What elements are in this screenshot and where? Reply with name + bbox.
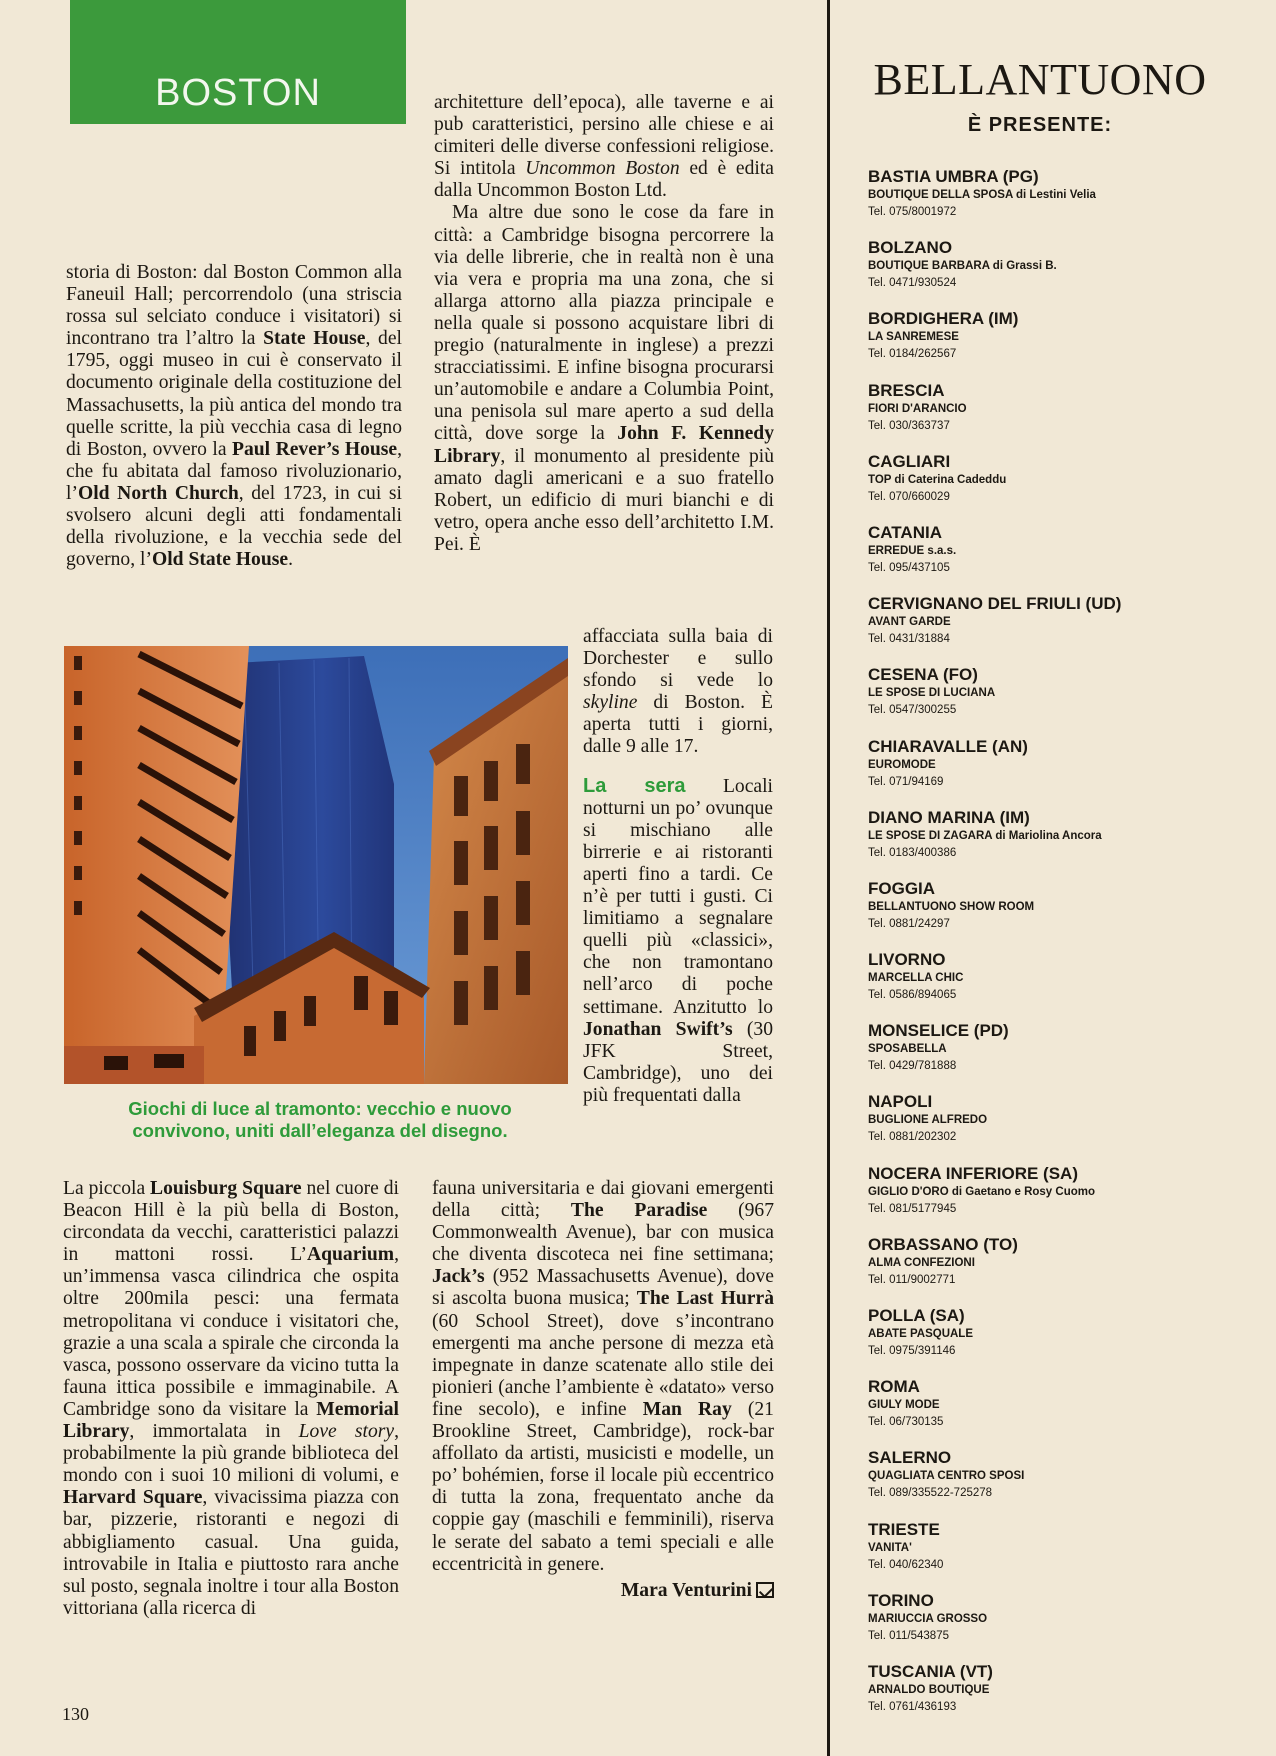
dealer-phone: Tel. 0184/262567: [868, 348, 957, 361]
dealer-city: TRIESTE: [868, 1519, 940, 1539]
dealer-phone: Tel. 075/8001972: [868, 206, 957, 218]
dealer-shop: LA SANREMESE: [868, 331, 959, 344]
author-byline: Mara Venturini: [432, 1580, 774, 1602]
dealer-city: ROMA: [868, 1377, 920, 1397]
dealer-item: [868, 1519, 1258, 1590]
article-column-2-wrap: [583, 626, 773, 1107]
dealer-phone: Tel. 06/730135: [868, 1416, 944, 1429]
dealer-item: [868, 380, 1258, 451]
dealer-phone: Tel. 0975/391146: [868, 1345, 956, 1357]
dealer-shop: EUROMODE: [868, 758, 936, 771]
page-number: 130: [62, 1704, 89, 1724]
dealer-item: [868, 1234, 1258, 1305]
paragraph: affacciata sulla baia di Dorchester e sullo sfondo si vede lo skyline di Boston. È aperta tutti i giorni, dalle 9 alle 17.: [583, 626, 773, 758]
dealer-item: [868, 949, 1258, 1020]
dealer-city: SALERNO: [868, 1448, 952, 1468]
dealer-city: BORDIGHERA (IM): [868, 309, 1019, 329]
dealer-item: [868, 593, 1258, 664]
dealer-item: [868, 1590, 1258, 1661]
dealer-city: BOLZANO: [868, 238, 953, 258]
dealer-city: CHIARAVALLE (AN): [868, 736, 1028, 756]
dealer-city: BRESCIA: [868, 380, 945, 400]
dealer-shop: BOUTIQUE DELLA SPOSA di Lestini Velia: [868, 189, 1096, 201]
dealer-city: FOGGIA: [868, 878, 936, 898]
dealer-shop: VANITA': [868, 1541, 912, 1554]
brand-logo: BELLANTUONO: [873, 55, 1207, 104]
dealer-shop: MARIUCCIA GROSSO: [868, 1612, 988, 1625]
dealer-phone: Tel. 040/62340: [868, 1558, 944, 1571]
dealer-phone: Tel. 071/94169: [868, 775, 944, 788]
dealer-item: [868, 237, 1258, 308]
dealer-shop: MARCELLA CHIC: [868, 972, 964, 985]
dealer-phone: Tel. 0431/31884: [868, 633, 950, 646]
dealer-phone: Tel. 011/543875: [868, 1629, 949, 1642]
paragraph: Ma altre due sono le cose da fare in città: a Cambridge bisogna percorrere la via delle librerie, che in realtà non è una via vera e propria ma una zona, che si allarga attorno alla piazza principale e nella quale si possono acquistare libri di pregio (naturalmente in inglese) a prezzi stracciatissimi. E infine bisogna procurarsi un’automobile e andare a Columbia Point, una penisola sul mare aperto a sud della città, dove sorge la John F. Kennedy Library, il monumento al presidente più amato dagli americani e a suo fratello Robert, un edificio di muri bianchi e di vetro, opera anche esso dell’architetto I.M. Pei. È: [434, 202, 775, 555]
dealer-phone: Tel. 0183/400386: [868, 846, 957, 859]
dealer-item: [868, 878, 1258, 949]
dealer-city: BASTIA UMBRA (PG): [868, 167, 1039, 186]
dealer-shop: LE SPOSE DI ZAGARA di Mariolina Ancora: [868, 829, 1102, 842]
dealer-item: [868, 1305, 1258, 1376]
brand-subtitle: È PRESENTE:: [967, 114, 1113, 136]
dealer-shop: LE SPOSE DI LUCIANA: [868, 687, 996, 700]
dealer-city: CERVIGNANO DEL FRIULI (UD): [868, 594, 1122, 614]
dealer-phone: Tel. 070/660029: [868, 490, 950, 503]
dealer-city: NAPOLI: [868, 1092, 933, 1112]
paragraph: storia di Boston: dal Boston Common alla Faneuil Hall; percorrendolo (una striscia rossa sul selciato conduce i visitatori) si incontrano tra l’altro la State House, del 1795, oggi museo in cui è conservato il documento originale della costituzione del Massachusetts, la più antica del mondo tra quelle scritte, la più vecchia casa di legno di Boston, ovvero la Paul Rever’s House, che fu abitata dal famoso rivoluzionario, l’Old North Church, del 1723, in cui si svolsero alcuni degli atti fondamentali della rivoluzione, e la vecchia sede del governo, l’Old State House.: [66, 262, 402, 571]
section-header-band: [70, 0, 406, 124]
paragraph: fauna universitaria e dai giovani emergenti della città; The Paradise (967 Commonwealth Avenue), bar con musica che diventa discoteca nei fine settimana; Jack’s (952 Massachusetts Avenue), dove si ascolta buona musica; The Last Hurrà (60 School Street), dove s’incontrano emergenti ma anche persone di mezza età impegnate in danze scatenate allo stile dei pionieri (anche l’ambiente è «datato» verso fine secolo), e infine Man Ray (21 Brookline Street, Cambridge), rock-bar affollato da artisti, musicisti e modelle, un po’ bohémien, forse il locale più eccentrico di tutta la zona, frequentato anche da coppie gay (maschili e femminili), riserva le serate del sabato a temi speciali e alle eccentricità in genere.: [432, 1178, 775, 1575]
dealer-item: [868, 1661, 1258, 1732]
column-divider: [827, 0, 830, 1756]
dealer-city: ORBASSANO (TO): [868, 1234, 1018, 1254]
dealer-phone: Tel. 011/9002771: [868, 1273, 956, 1286]
dealer-item: [868, 308, 1258, 379]
dealer-item: [868, 1163, 1258, 1234]
article-column-4: [432, 1178, 774, 1602]
dealer-city: CATANIA: [868, 522, 942, 542]
dealer-phone: Tel. 0471/930524: [868, 277, 957, 290]
article-column-1: [66, 262, 402, 571]
dealer-shop: GIULY MODE: [868, 1399, 940, 1412]
dealer-shop: ERREDUE s.a.s.: [868, 544, 957, 557]
dealer-phone: Tel. 0586/894065: [868, 989, 957, 1002]
dealer-phone: Tel. 0547/300255: [868, 704, 957, 717]
dealer-shop: ALMA CONFEZIONI: [868, 1256, 975, 1269]
dealer-shop: TOP di Caterina Cadeddu: [868, 473, 1007, 486]
dealer-phone: Tel. 089/335522-725278: [868, 1487, 993, 1500]
dealer-city: TUSCANIA (VT): [868, 1661, 993, 1681]
dealer-phone: Tel. 030/363737: [868, 419, 950, 432]
section-title: BOSTON: [155, 72, 321, 114]
dealer-city: TORINO: [868, 1590, 934, 1610]
dealer-shop: BELLANTUONO SHOW ROOM: [868, 900, 1035, 913]
dealer-shop: BUGLIONE ALFREDO: [868, 1114, 988, 1127]
dealer-list: [868, 166, 1258, 1732]
dealer-phone: Tel. 0429/781888: [868, 1060, 957, 1073]
end-mark-icon: [756, 1582, 774, 1598]
dealer-shop: AVANT GARDE: [868, 616, 951, 629]
paragraph: La piccola Louisburg Square nel cuore di Beacon Hill è la più bella di Boston, circondata da vecchi, caratteristici palazzi in mattoni rossi. L’Aquarium, un’immensa vasca cilindrica che ospita oltre 200mila pesci: una fermata metropolitana vi conduce i visitatori che, grazie a una scala a spirale che circonda la vasca, possono osservare da vicino tutta la fauna ittica possibile e immaginabile. A Cambridge sono da visitare la Memorial Library, immortalata in Love story, probabilmente la più grande biblioteca del mondo con i suoi 10 milioni di volumi, e Harvard Square, vivacissima piazza con bar, pizzerie, ristoranti e negozi di abbigliamento casual. Una guida, introvabile in Italia e piuttosto rara anche sul posto, segnala inoltre i tour alla Boston vittoriana (alla ricerca di: [63, 1178, 400, 1619]
dealer-item: [868, 1376, 1258, 1447]
dealer-item: [868, 736, 1258, 807]
dealer-item: [868, 451, 1258, 522]
dealer-shop: FIORI D'ARANCIO: [868, 402, 967, 415]
dealer-phone: Tel. 081/5177945: [868, 1202, 957, 1215]
dealer-city: DIANO MARINA (IM): [868, 807, 1030, 827]
dealer-city: NOCERA INFERIORE (SA): [868, 1163, 1078, 1183]
dealer-shop: QUAGLIATA CENTRO SPOSI: [868, 1470, 1025, 1483]
dealer-item: [868, 166, 1258, 237]
dealer-shop: SPOSABELLA: [868, 1043, 947, 1056]
dealer-shop: ABATE PASQUALE: [868, 1328, 973, 1340]
dealer-shop: BOUTIQUE BARBARA di Grassi B.: [868, 260, 1057, 273]
dealer-phone: Tel. 0881/202302: [868, 1131, 957, 1144]
dealer-item: [868, 522, 1258, 593]
subheading-la-sera: La sera: [583, 774, 686, 797]
dealer-item: [868, 664, 1258, 735]
dealer-phone: Tel. 0761/436193: [868, 1700, 957, 1713]
paragraph: La sera Locali notturni un po’ ovunque si mischiano alle birrerie e ai ristoranti aperti fino a tardi. Ce n’è per tutti i gusti. Ci limitiamo a segnalare quelli più «classici», che non tramontano nell’arco di poche settimane. Anzitutto lo Jonathan Swift’s (30 JFK Street, Cambridge), uno dei più frequentati dalla: [583, 774, 773, 1106]
dealer-phone: Tel. 0881/24297: [868, 917, 950, 930]
dealer-item: [868, 1447, 1258, 1518]
dealer-city: LIVORNO: [868, 950, 946, 970]
dealer-city: CAGLIARI: [868, 451, 951, 471]
dealer-shop: ARNALDO BOUTIQUE: [868, 1683, 990, 1696]
article-column-2: [434, 92, 774, 556]
dealer-item: [868, 807, 1258, 878]
dealer-city: POLLA (SA): [868, 1306, 965, 1325]
dealer-city: CESENA (FO): [868, 665, 978, 685]
paragraph: architetture dell’epoca), alle taverne e ai pub caratteristici, persino alle chiese e ai cimiteri delle diverse confessioni religiose. Si intitola Uncommon Boston ed è edita dalla Uncommon Boston Ltd.: [434, 92, 774, 202]
dealer-phone: Tel. 095/437105: [868, 561, 950, 574]
photo-caption: Giochi di luce al tramonto: vecchio e nuovo convivono, uniti dall’eleganza del disegno.: [128, 1098, 512, 1141]
dealer-city: MONSELICE (PD): [868, 1021, 1009, 1041]
dealer-shop: GIGLIO D'ORO di Gaetano e Rosy Cuomo: [868, 1185, 1096, 1198]
dealer-item: [868, 1020, 1258, 1091]
dealer-item: [868, 1091, 1258, 1162]
article-column-3: [63, 1178, 399, 1620]
boston-buildings-photo: [64, 646, 568, 1084]
